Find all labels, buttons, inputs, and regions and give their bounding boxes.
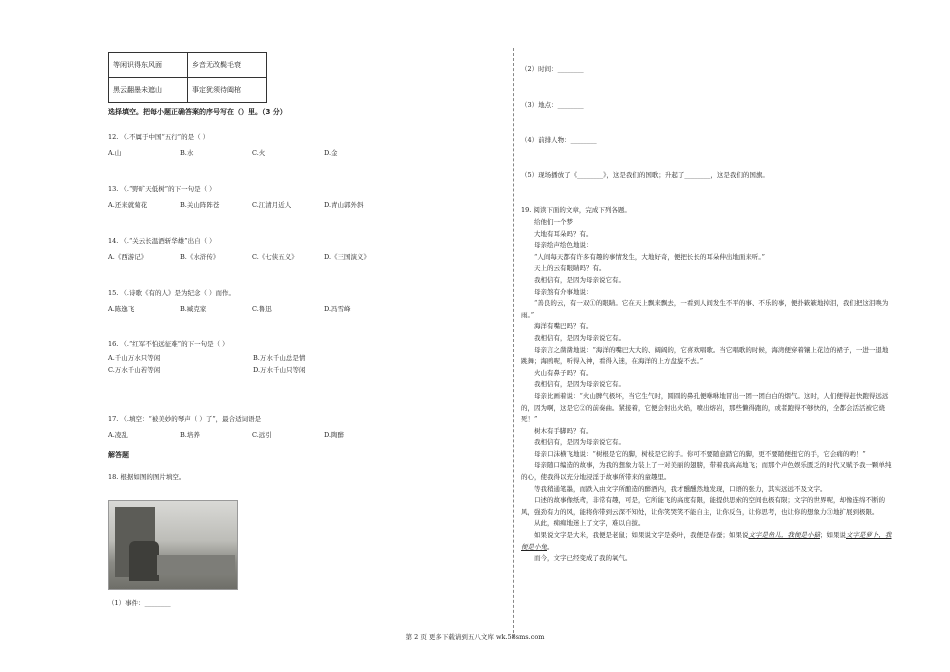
question-stem: 15. （.诗歌《有的人》是为纪念（ ）而作。 [108,289,236,297]
section-title: 解答题 [108,451,129,459]
question-15 [108,288,396,314]
fill-person: （4）前排人物：________ [521,136,597,144]
option: B.万水千山总是情 [253,354,306,362]
question-18-stem: 18. 根据如图的图片填空。 [108,473,186,481]
photo-crowd [157,555,235,575]
photo-figures [129,541,159,581]
fill-anthem-flag: （5）现场播放了《________》，这是我们的国歌；升起了________，这是我们的国旗。 [521,171,769,179]
option: B.关山阵阵苍 [180,201,220,209]
paragraph: 树木有手脚吗？有。 [534,426,593,435]
option: B.《水浒传》 [180,253,220,261]
paragraph: 母亲口沫横飞地说：“树根是它的脚，树枝是它的手。你可不要随意踏它的脚，更不要随便扭它的手，它会痛的哟！” [534,449,866,458]
paragraph: “人间每天都有许多有趣的事情发生，大地好奇，便把长长的耳朵伸出地面来听。” [534,252,765,261]
option: C.鲁迅 [252,305,272,313]
table-row [109,53,267,78]
option: B.水 [180,149,194,157]
paragraph: 从此，痴痴地迷上了文字，难以自拔。 [534,519,645,528]
question-19-stem: 19. 阅读下面的文章，完成下列各题。 [521,206,631,214]
paragraph: 我相信有，是因为母亲说它有。 [534,275,625,284]
page-footer: 第 2 页 更多下载请到五八文库 wk.58sms.com [405,633,545,641]
option: C.江清月近人 [252,201,292,209]
options [108,353,398,375]
idiom-cell: 等闲识得东风面 [109,53,188,78]
option: D.《三国演义》 [324,253,371,261]
option: B.培养 [180,431,200,439]
text-run: 。 [547,542,554,551]
options [108,252,396,262]
paragraph: 口述的故事像纸鸢，非常有趣，可是，它所能飞的高度有限，能提供思索的空间也极有限；文字的世界呢，却像连绵不断的风，强劲有力的风，能将你带到云深不知处，让你笑哭笑不能自主，让你反刍，让你思考，也让你的想象力③地扩展到极限。 [521,496,885,516]
option: D.青山郭外斜 [324,201,364,209]
paragraph: 母亲言之凿凿地说：“海洋的嘴巴大大的、阔阔的，它喜欢唱歌。当它唱歌的时候，海湾便穿着镶上花边的裙子，一进一退地跳舞；海鸥呢，听得入神，看得入迷，在海洋的上方盘旋不去。” [521,345,889,366]
idiom-cell: 事定犹须待阖棺 [188,78,267,103]
paragraph: 母亲比画着说：“火山脾气极坏，当它生气时，圆圆的鼻孔便咻咻地冒出一团一团白白的烟气。这时，人们便得赶快跑得远远的，因为啊，这是它②的前奏曲。紧接着，它便会射出火焰，喷出熔岩，那些懒得跑的，或者跑得不够快的，全都会活活被它烧死！” [521,391,889,424]
paragraph: 海洋有嘴巴吗？有。 [534,322,593,331]
options [108,200,396,210]
fill-time: （2）时间：________ [521,65,584,73]
option: D.金 [324,149,338,157]
question-14 [108,236,396,262]
options [108,430,396,440]
paragraph: 等我稍通笔墨，而跌入由文字所酿造的醉酒内，我才醺醺然地发现，口语的张力，其实远远不及文字。 [534,484,827,493]
fill-place: （3）地点：________ [521,101,584,109]
question-16 [108,339,398,375]
option: A.山 [108,149,122,157]
question-stem: 14. （.“关云长温酒斩华雄”出自（ ） [108,237,216,245]
option: C.万水千山若等闲 [108,366,161,374]
option: A.还来就菊花 [108,201,148,209]
option: D.陶醉 [324,431,345,439]
question-stem: 13. （.“野旷天低树”的下一句是（ ） [108,185,216,193]
options [108,148,396,158]
paragraph: “善良的云，有一双①的眼睛。它在天上飘来飘去，一看到人间发生不平的事、不乐的事，便扑簌簌地掉泪，我们把这泪唤为雨。” [521,299,889,319]
instruction: 选择填空。把每小题正确答案的序号写在（）里。（3 分） [108,108,287,116]
question-stem: 17. （.填空：“被美妙的琴声（ ）了”，最合适词语是 [108,415,262,423]
option: D.万水千山只等闲 [253,366,306,374]
paragraph-metaphor [521,530,893,553]
option: B.臧克家 [180,305,207,313]
option: A.凌乱 [108,431,128,439]
paragraph: 天上的云有眼睛吗？有。 [534,264,606,273]
options [108,304,396,314]
paragraph: 母亲随口编造的故事，为我的想象力装上了一对美丽的翅膀，带着我高高地飞；而那个声色娱乐匮乏的时代又赋予我一颗单纯的心，使我得以充分地浸淫于故事所带来的童趣里。 [521,461,892,482]
option: C.远引 [252,431,272,439]
question-12 [108,132,396,158]
historical-photo [108,500,238,590]
column-divider [513,48,514,638]
idiom-cell: 乡音无改鬓毛衰 [188,53,267,78]
question-18-sub1: （1）事件：________ [108,599,171,607]
paragraph: 大地有耳朵吗？有。 [534,229,593,238]
question-stem: 16. （.“红军不怕远征难”的下一句是（ ） [108,340,229,348]
option: A.陈逸飞 [108,305,135,313]
question-stem: 12. （.不属于中国“五行”的是（ ） [108,133,210,141]
option: A.《西游记》 [108,253,148,261]
idiom-cell: 黑云翻墨未遮山 [109,78,188,103]
paragraph: 我相信有，是因为母亲说它有。 [534,380,625,389]
option: C.《七侠五义》 [252,253,298,261]
underlined-text: 文字是鱼儿，我便是小猫 [748,531,820,540]
paragraph: 火山有鼻子吗？有。 [534,368,593,377]
option: C.火 [252,149,266,157]
option: A.千山万水只等闲 [108,354,161,362]
paragraph: 母亲绘声绘色地说： [534,241,593,250]
text-run: 如果说文字是大米，我便是老鼠；如果说文字是桑叶，我便是春蚕；如果说 [534,531,749,540]
underlined-text: 文字是萝卜，我便是小兔 [521,531,892,551]
paragraph: 而今，文字已经变成了我的氧气。 [534,554,632,563]
article [521,217,893,565]
question-13 [108,184,396,210]
text-run: ；如果说 [820,531,846,540]
paragraph: 我相信有，是因为母亲说它有。 [534,333,625,342]
option: D.冯雪峰 [324,305,351,313]
idioms-table [108,52,267,103]
article-title: 给他们一个梦 [534,218,573,226]
paragraph: 我相信有，是因为母亲说它有。 [534,438,625,447]
left-column [108,52,503,607]
question-17 [108,414,396,440]
table-row [109,78,267,103]
paragraph: 母亲煞有介事地说： [534,287,593,296]
